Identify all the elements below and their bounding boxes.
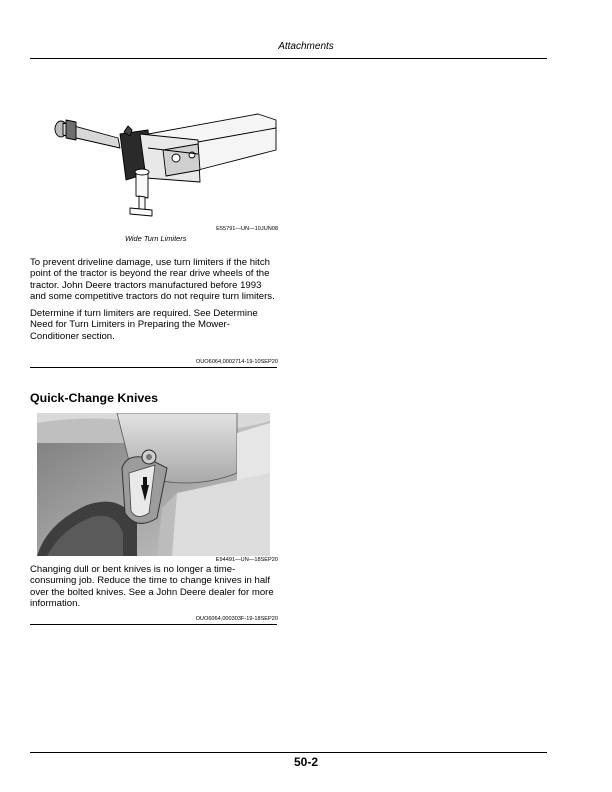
quick-change-paragraph: Changing dull or bent knives is no longer a time-consuming job. Reduce the time to change knives in half over the bolted knives. See a John Deere dealer for more information. bbox=[30, 564, 274, 609]
page-number: 50-2 bbox=[293, 755, 319, 769]
turn-limiters-paragraph-2: Determine if turn limiters are required. See Determine Need for Turn Limiters in Preparing the Mower-Conditioner section. bbox=[30, 308, 258, 342]
quick-change-ref-code: OUO6064,000303F-19-18SEP20 bbox=[195, 616, 278, 622]
section-heading-quick-change-knives: Quick-Change Knives bbox=[30, 391, 159, 405]
figure1-code: E55791—UN—10JUN08 bbox=[216, 226, 278, 232]
figure1-caption: Wide Turn Limiters bbox=[125, 234, 187, 243]
turn-limiter-illustration bbox=[48, 110, 278, 222]
figure2-code: E94491—UN—18SEP20 bbox=[215, 557, 278, 563]
turn-limiters-paragraph-1: To prevent driveline damage, use turn limiters if the hitch point of the tractor is beyond the rear drive wheels of the tractor. John Deere tractors manufactured before 1993 and some competitive tractors do not require turn limiters. bbox=[30, 257, 275, 302]
quick-change-knife-photo bbox=[37, 413, 270, 556]
quick-change-end-rule bbox=[30, 624, 277, 625]
turn-limiters-ref-code: OUO6064,0002714-19-10SEP20 bbox=[195, 359, 278, 365]
running-header-title: Attachments bbox=[278, 41, 334, 52]
header-rule bbox=[30, 58, 547, 59]
footer-rule bbox=[30, 752, 547, 753]
turn-limiters-end-rule bbox=[30, 367, 277, 368]
